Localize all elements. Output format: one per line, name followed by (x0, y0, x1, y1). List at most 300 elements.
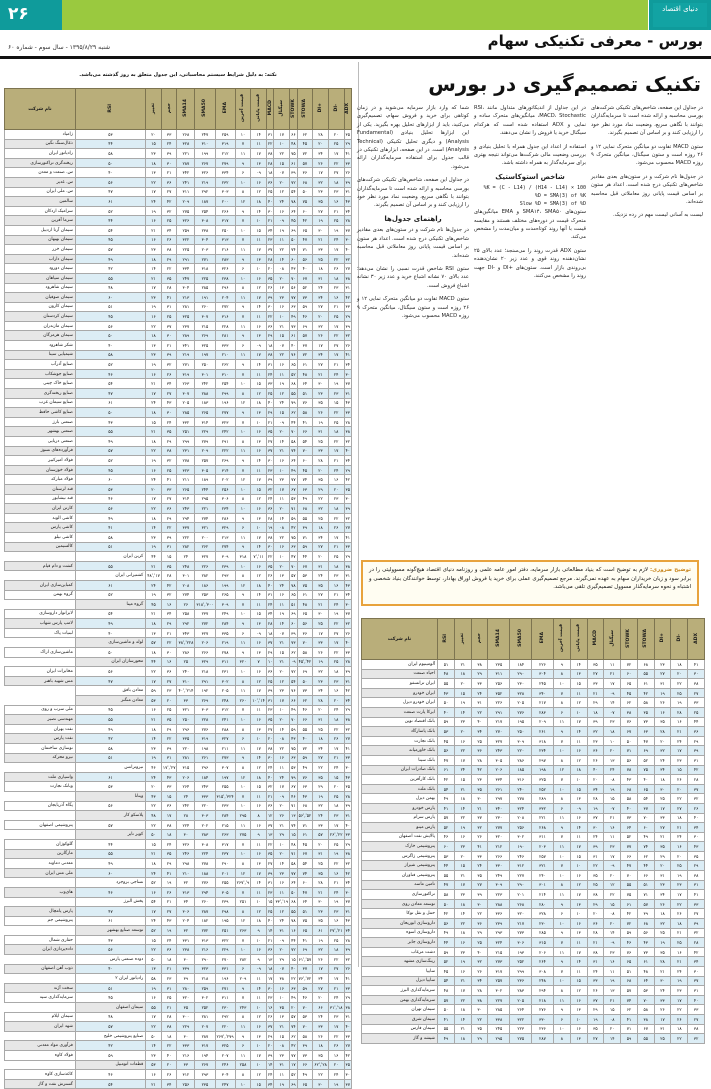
table-cell: ۱۰ (235, 427, 251, 437)
table-cell: ۲۸۹ (532, 794, 554, 804)
table-cell: ۰۹ (274, 216, 290, 226)
table-cell: ۲۳۷ (195, 609, 215, 619)
table-cell: ۱۱ (274, 494, 290, 504)
table-row (362, 976, 705, 986)
table-cell: ۲۱ (146, 715, 162, 725)
table-cell: ۴۹ (290, 705, 298, 715)
table-cell: ۳۲۱ (177, 705, 195, 715)
table-cell: ۱۴ (251, 878, 267, 888)
table-cell: ۳۲۶ (177, 839, 195, 849)
table-cell: ۳۸ (688, 1024, 705, 1034)
table-cell: ۱۸ (161, 1031, 177, 1041)
company-name-cell: ماشین‌سازی اراک (5, 648, 76, 658)
company-name-cell: ایران خودرو (362, 688, 438, 698)
table-cell: ۱۱ (235, 350, 251, 360)
table-cell: ۲۲ (454, 746, 471, 756)
table-cell: ۲۷۲ (215, 302, 235, 312)
table-cell: ۱۱ (235, 686, 251, 696)
table-cell: ۲۲ (328, 408, 344, 418)
table-row (5, 763, 352, 773)
col-rsi: RSI (438, 619, 455, 660)
table-cell: ۳۷ (587, 813, 604, 823)
table-cell: ۱۵ (251, 225, 267, 235)
table-cell: ۲۱۹ (195, 177, 215, 187)
table-cell: ۳۴ (313, 532, 329, 542)
table-cell: ۱۹ (654, 938, 671, 948)
table-row (5, 772, 352, 782)
table-cell: ۳۰۲ (510, 832, 532, 842)
table-cell: ۲۲ (454, 995, 471, 1005)
table-cell: ۲۸ (313, 696, 329, 706)
table-cell: ۷۳ (290, 638, 298, 648)
table-cell: ۱۸ (328, 801, 344, 811)
table-cell: ۱۸ (146, 859, 162, 869)
table-cell: ۳۲ (266, 484, 274, 494)
table-cell: ۱۲ (251, 907, 267, 917)
table-cell: ۲۰۱ (510, 890, 532, 900)
table-cell: ۴۰ (344, 1022, 352, 1032)
table-cell: ۲۸ (266, 619, 274, 629)
table-cell: ۱۲ (604, 880, 621, 890)
table-cell: ۶۳ (290, 983, 298, 993)
table-cell: ۱۲ (251, 676, 267, 686)
table-cell: ۲۹ (471, 669, 488, 679)
table-cell: ۲۰۵ (215, 686, 235, 696)
table-cell: ۴۳ (621, 775, 638, 785)
table-cell: ۱۶ (454, 938, 471, 948)
table-cell: ۶۶ (621, 851, 638, 861)
article-column-2 (474, 104, 586, 325)
table-cell: ۹ (553, 957, 570, 967)
table-cell: ۲۲ (454, 919, 471, 929)
table-cell: ۴۸ (637, 967, 654, 977)
table-cell: ۱۸ (671, 813, 688, 823)
table-cell: ۷ (235, 139, 251, 149)
company-name-cell: ذوب آهن اصفهان (5, 964, 76, 974)
table-row (5, 600, 352, 610)
table-cell: ۲۲ (146, 504, 162, 514)
table-cell: ۱۶ (251, 561, 267, 571)
table-row (5, 216, 352, 226)
table-cell: ۲۶۸ (510, 899, 532, 909)
table-cell: ۲۲۰ (177, 744, 195, 754)
article-paragraph: استفاده از اعداد این جدول همراه با تحلیل بنیادی و بررسی وضعیت مالی شرکت‌ها می‌تواند نتیجه بهتری برای سرمایه‌گذار به همراه داشته باشد. (474, 143, 586, 167)
table-cell: ۳۸ (344, 561, 352, 571)
table-cell: ۷ (235, 600, 251, 610)
table-cell: ۴۴ (290, 935, 298, 945)
table-cell: ۲۹ (587, 899, 604, 909)
table-cell: ۵۱ (621, 967, 638, 977)
table-cell: ۳۱۱ (215, 993, 235, 1003)
table-cell: ۲۸ (654, 957, 671, 967)
table-cell: ۲۳ (328, 811, 344, 821)
table-cell: ۱۴ (251, 206, 267, 216)
table-cell: ۷ (235, 705, 251, 715)
table-cell: ۱۷ (570, 717, 587, 727)
table-cell: ۷۴ (297, 868, 313, 878)
table-cell: ۳۴ (471, 727, 488, 737)
table-cell: ۳۲ (344, 437, 352, 447)
table-cell: ۲۳۴ (215, 504, 235, 514)
table-cell: ۶۷ (290, 782, 298, 792)
table-cell: ۲۷ (688, 1014, 705, 1024)
table-cell: ۲۷۶ (195, 724, 215, 734)
table-cell: ۲۰ (274, 849, 290, 859)
col-plus-di: +DI (313, 89, 329, 130)
table-cell: ۲۳ (313, 676, 329, 686)
table-cell: ۱۷ (290, 1060, 298, 1070)
table-cell: ۷ (553, 775, 570, 785)
table-cell: ۵۴ (297, 437, 313, 447)
company-name-cell: پارس خودرو (362, 803, 438, 813)
table-cell: ۳۰۲ (488, 986, 510, 996)
table-cell: ۳۵ (587, 871, 604, 881)
table-cell: ۲۶ (344, 341, 352, 351)
table-cell: ۵۰ (621, 736, 638, 746)
table-cell: ۲۲۱ (177, 149, 195, 159)
table-cell: ۶۴ (621, 823, 638, 833)
table-cell: ۲۰ (146, 782, 162, 792)
table-cell: ۱۰ (235, 273, 251, 283)
table-cell: ۳۵ (688, 851, 705, 861)
table-cell: ۲۷۶ (532, 1005, 554, 1015)
table-cell: ۲۸۳ (532, 707, 554, 717)
table-cell: ۹ (235, 619, 251, 629)
table-cell: ۱۳ (146, 341, 162, 351)
table-row (5, 475, 352, 485)
col-minus-di: -DI (671, 619, 688, 660)
table-cell: ۳۵ (471, 871, 488, 881)
table-cell: ۲۴ (146, 868, 162, 878)
table-cell: ۵۲ (75, 590, 145, 600)
table-cell: ۰۹ (274, 935, 290, 945)
table-cell: ۱۸ (654, 909, 671, 919)
table-row (5, 331, 352, 341)
table-cell: ۵۳ (438, 727, 455, 737)
table-cell: ۶۲ (290, 1031, 298, 1041)
table-cell: ۳۳ (587, 679, 604, 689)
table-row (5, 724, 352, 734)
table-cell: ۱۲ (235, 398, 251, 408)
table-cell: ۳۰۴ (177, 283, 195, 293)
table-cell: ۳۵ (344, 782, 352, 792)
table-cell: ۲۸۴ (215, 811, 235, 821)
table-cell: ۱۰ (553, 871, 570, 881)
table-cell: ۲۲ (146, 667, 162, 677)
table-cell: ۳۲۸ (532, 909, 554, 919)
table-cell: ۱۵ (274, 158, 290, 168)
table-cell: ۶۹ (290, 225, 298, 235)
table-cell: ۲۸۰ (532, 899, 554, 909)
table-cell: ۱۰ (251, 216, 267, 226)
table-cell: ۲۲۹ (215, 945, 235, 955)
table-cell: ۲۹۴ (195, 887, 215, 897)
table-cell: ۲۸۱ (195, 1012, 215, 1022)
company-name-cell: بانک خاورمیانه (362, 746, 438, 756)
table-cell: ۲۴ (266, 494, 274, 504)
table-cell: ۱۶ (146, 216, 162, 226)
table-cell: ۱۶ (146, 1070, 162, 1080)
company-name-cell: پتروشیمی جم (5, 916, 76, 926)
table-row (5, 571, 352, 581)
table-cell: ۱۳ (251, 158, 267, 168)
table-cell: ۲۰ (328, 782, 344, 792)
table-cell: ۲۵۸ (235, 1060, 251, 1070)
table-cell: ۲۲۷ (488, 995, 510, 1005)
table-cell: ۵۳ (438, 851, 455, 861)
company-name-cell: کاشی نیلو (5, 532, 76, 542)
table-cell: ۳۲ (344, 619, 352, 629)
table-row (5, 360, 352, 370)
table-cell: ۱۲ (251, 1070, 267, 1080)
table-cell: ۱۰ (274, 465, 290, 475)
table-cell: ۷۰ (297, 638, 313, 648)
table-cell: ۳۰ (471, 1005, 488, 1015)
table-cell: ۲۵۹ (215, 130, 235, 140)
table-cell: ۲۸ (344, 791, 352, 801)
table-row (5, 225, 352, 235)
table-cell: ۲۹۱ (215, 437, 235, 447)
table-cell: ۳۰۷ (177, 389, 195, 399)
table-cell: ۳۸ (471, 995, 488, 1005)
table-cell: ۷ (553, 736, 570, 746)
company-name-cell: فرآورده‌های نسوز (5, 446, 76, 456)
table-cell: ۱۱ (274, 235, 290, 245)
table-cell: ۳۳ (313, 446, 329, 456)
table-cell: ۳۲۳ (215, 417, 235, 427)
table-cell: ۲۳ (274, 475, 290, 485)
table-cell: ۱۵ (274, 331, 290, 341)
table-cell: ۱۷ (274, 696, 290, 706)
table-cell: ۱۴ (274, 437, 290, 447)
table-cell: ۲۸ (161, 283, 177, 293)
table-cell: ۵۲ (290, 1070, 298, 1080)
table-cell: ۵۰ (75, 158, 145, 168)
table-cell: ۱۷ (274, 484, 290, 494)
table-cell: ۲۱ (454, 1024, 471, 1034)
newspaper-logo-text: دنیای اقتصاد (653, 3, 707, 27)
table-cell: ۲۶۹ (195, 696, 215, 706)
table-cell: ۴۰ (266, 398, 274, 408)
company-name-cell: سیمان شاهرود (5, 283, 76, 293)
table-cell: ۳۴ (344, 926, 352, 936)
company-name-cell: گلوکوزان (5, 839, 76, 849)
table-cell: ۲۱۳ (177, 293, 195, 303)
table-cell: ۲۲ (671, 794, 688, 804)
table-cell: ۳۳ (313, 820, 329, 830)
table-cell: ۷۲ (297, 350, 313, 360)
table-cell: ۱۰ (235, 667, 251, 677)
table-cell: ۱۳ (251, 1031, 267, 1041)
table-cell: ۴۸ (290, 839, 298, 849)
table-cell: ۲۸۶ (510, 755, 532, 765)
table-cell: ۱۷ (454, 880, 471, 890)
table-row (5, 254, 352, 264)
table-cell: ۰۹ (251, 341, 267, 351)
table-cell: ۴۲ (637, 688, 654, 698)
table-cell: ۶۷ (297, 273, 313, 283)
table-cell: ۷۵ (297, 916, 313, 926)
table-cell: ۳۱۰ (177, 676, 195, 686)
table-cell: ۲۲ (604, 890, 621, 900)
table-cell: ۴۳ (344, 580, 352, 590)
table-cell: ۲۱۴ (532, 890, 554, 900)
table-cell: ۹ (553, 823, 570, 833)
table-cell: ۱۶ (161, 600, 177, 610)
table-row (5, 532, 352, 542)
company-name-cell: پتروشیمی شیراز (362, 861, 438, 871)
table-cell: ۳۰ (266, 542, 274, 552)
table-cell: ۱۷ (328, 1022, 344, 1032)
table-cell: ۷۰ (297, 446, 313, 456)
table-cell: ۵۳ (75, 782, 145, 792)
table-cell: ۱۰ (235, 225, 251, 235)
table-cell: ۲۹ (161, 859, 177, 869)
table-cell: ۲۱ (328, 206, 344, 216)
table-cell: ۵۵ (621, 880, 638, 890)
table-cell: ۲۰ (266, 1041, 274, 1051)
table-cell: ۲۰ (328, 696, 344, 706)
table-cell: ۲۹ (161, 437, 177, 447)
table-cell: ۲۷ (313, 753, 329, 763)
table-cell: ۳۳۳ (215, 341, 235, 351)
table-cell: ۵۸ (75, 149, 145, 159)
table-cell: ۶۸ (290, 379, 298, 389)
table-cell: ۳۲ (161, 456, 177, 466)
table-cell: ۱۴ (570, 727, 587, 737)
table-cell: ۱۲ (251, 187, 267, 197)
table-cell: ۳۳۵ (177, 734, 195, 744)
table-cell: ۷۶ (290, 350, 298, 360)
table-cell: ۲۴ (146, 580, 162, 590)
table-cell: ۱۶ (274, 590, 290, 600)
table-cell: ۱۶ (604, 823, 621, 833)
guide-paragraph: ستون‌های SMA۱۴، SMA۵۰ و EMA میانگین‌های متحرک قیمت در دوره‌های مختلف هستند و مقایسه قیمت با آنها روند کوتاه‌مدت و میان‌مدت را مشخص می‌کند. (474, 209, 586, 241)
table-cell: ۹ (251, 830, 267, 840)
table-cell: ۰۷ (274, 964, 290, 974)
table-cell: ۳۹ (297, 1041, 313, 1051)
table-cell: ۲۹ (266, 331, 274, 341)
table-cell: ۱۰ (251, 1060, 267, 1070)
table-cell: ۱۲ (266, 811, 274, 821)
table-cell: ۸ (553, 755, 570, 765)
table-cell: ۳۳ (344, 542, 352, 552)
table-cell: ۲۵ (313, 513, 329, 523)
table-cell: ۲۰ (274, 715, 290, 725)
table-cell: ۴۶ (146, 763, 162, 773)
table-cell: ۳۵ (177, 1003, 195, 1013)
table-cell: ۱۹ (604, 784, 621, 794)
table-cell: ۱۹۷ (215, 772, 235, 782)
table-cell: ۵۲ (290, 369, 298, 379)
table-cell: ۷۴ (290, 1022, 298, 1032)
table-cell: ۲۹ (344, 552, 352, 562)
table-cell: ۱۷ (328, 974, 344, 984)
table-cell: ۲۷۲ (195, 619, 215, 629)
table-cell: ۱۴ (454, 1014, 471, 1024)
table-row (5, 552, 352, 562)
table-cell: ۲۱۷ (488, 717, 510, 727)
table-row (5, 964, 352, 974)
table-cell: ۲۹ (161, 724, 177, 734)
table-cell: ۱۳ (266, 955, 274, 965)
table-cell: ۲۳ (328, 676, 344, 686)
table-cell: ۲۴ (313, 811, 329, 821)
table-cell: ۱۳ (570, 669, 587, 679)
table-cell: ۲۴ (177, 552, 195, 562)
table-cell: ۲۸ (266, 254, 274, 264)
table-cell: ۳۴۱ (177, 341, 195, 351)
table-cell: ۳۰ (654, 784, 671, 794)
company-name-cell: رادیاتور ایران (5, 149, 76, 159)
table-cell: ۲۱ (587, 938, 604, 948)
table-cell: ۲۷ (161, 389, 177, 399)
table-cell: ۳۵ (313, 1051, 329, 1061)
table-cell: ۲۲ (328, 724, 344, 734)
table-cell: ۳۷ (297, 341, 313, 351)
table-cell: ۱۱ (553, 813, 570, 823)
table-cell: ۵۷ (297, 331, 313, 341)
table-cell: ۳۰ (344, 763, 352, 773)
table-cell: ۴۵ (75, 235, 145, 245)
table-cell: ۵۰ (146, 830, 162, 840)
table-cell: ۹ (553, 928, 570, 938)
table-cell: ۱۹۳ (510, 947, 532, 957)
table-cell: ۶ (553, 909, 570, 919)
table-cell: ۳۰۳ (215, 187, 235, 197)
table-cell: ۳۱ (313, 849, 329, 859)
table-cell: ۲۳ (587, 736, 604, 746)
company-name-cell: کشت و دام قیام (5, 561, 76, 571)
table-cell: ۲۱۹ (215, 638, 235, 648)
table-cell: ۲۲۰ (510, 746, 532, 756)
table-cell: ۱۶ (251, 667, 267, 677)
table-cell: ۱۶ (146, 235, 162, 245)
table-row (5, 897, 352, 907)
table-cell: ۲۴ (274, 580, 290, 590)
table-cell: ۷۹ (290, 398, 298, 408)
col-stowk: STOWK (621, 619, 638, 660)
table-cell: ۲۸ (344, 657, 352, 667)
table-cell: ۵۰ (438, 698, 455, 708)
table-row (362, 861, 705, 871)
table-cell: ۵۵ (290, 907, 298, 917)
table-cell: ۲۱۶ (177, 1051, 195, 1061)
table-cell: ۲۹۸ (215, 907, 235, 917)
table-cell: ۶۶ (297, 1060, 313, 1070)
table-row (5, 791, 352, 801)
table-cell: ۳۴ (266, 225, 274, 235)
table-cell: ۷۵ (290, 532, 298, 542)
table-cell: ۲۴۸ (532, 976, 554, 986)
table-cell: ۳۵ (313, 580, 329, 590)
table-cell: ۰۸ (604, 909, 621, 919)
table-cell: ۳۵ (161, 561, 177, 571)
table-cell: ۲۷۹ (195, 437, 215, 447)
table-cell: ۲۲ (671, 1034, 688, 1044)
table-row (5, 561, 352, 571)
table-cell: ۲۰ (313, 465, 329, 475)
table-cell: ۷ (553, 688, 570, 698)
table-cell: ۳۸ (266, 350, 274, 360)
table-cell: ۵۱ (75, 542, 145, 552)
table-cell: ۲۴۱ (215, 715, 235, 725)
table-cell: ۱۶ (604, 957, 621, 967)
table-cell: ۲۳ (328, 389, 344, 399)
table-cell: ۲۱ (328, 302, 344, 312)
table-cell: ۲۱۳ (215, 532, 235, 542)
col-macd: MACD (587, 619, 604, 660)
